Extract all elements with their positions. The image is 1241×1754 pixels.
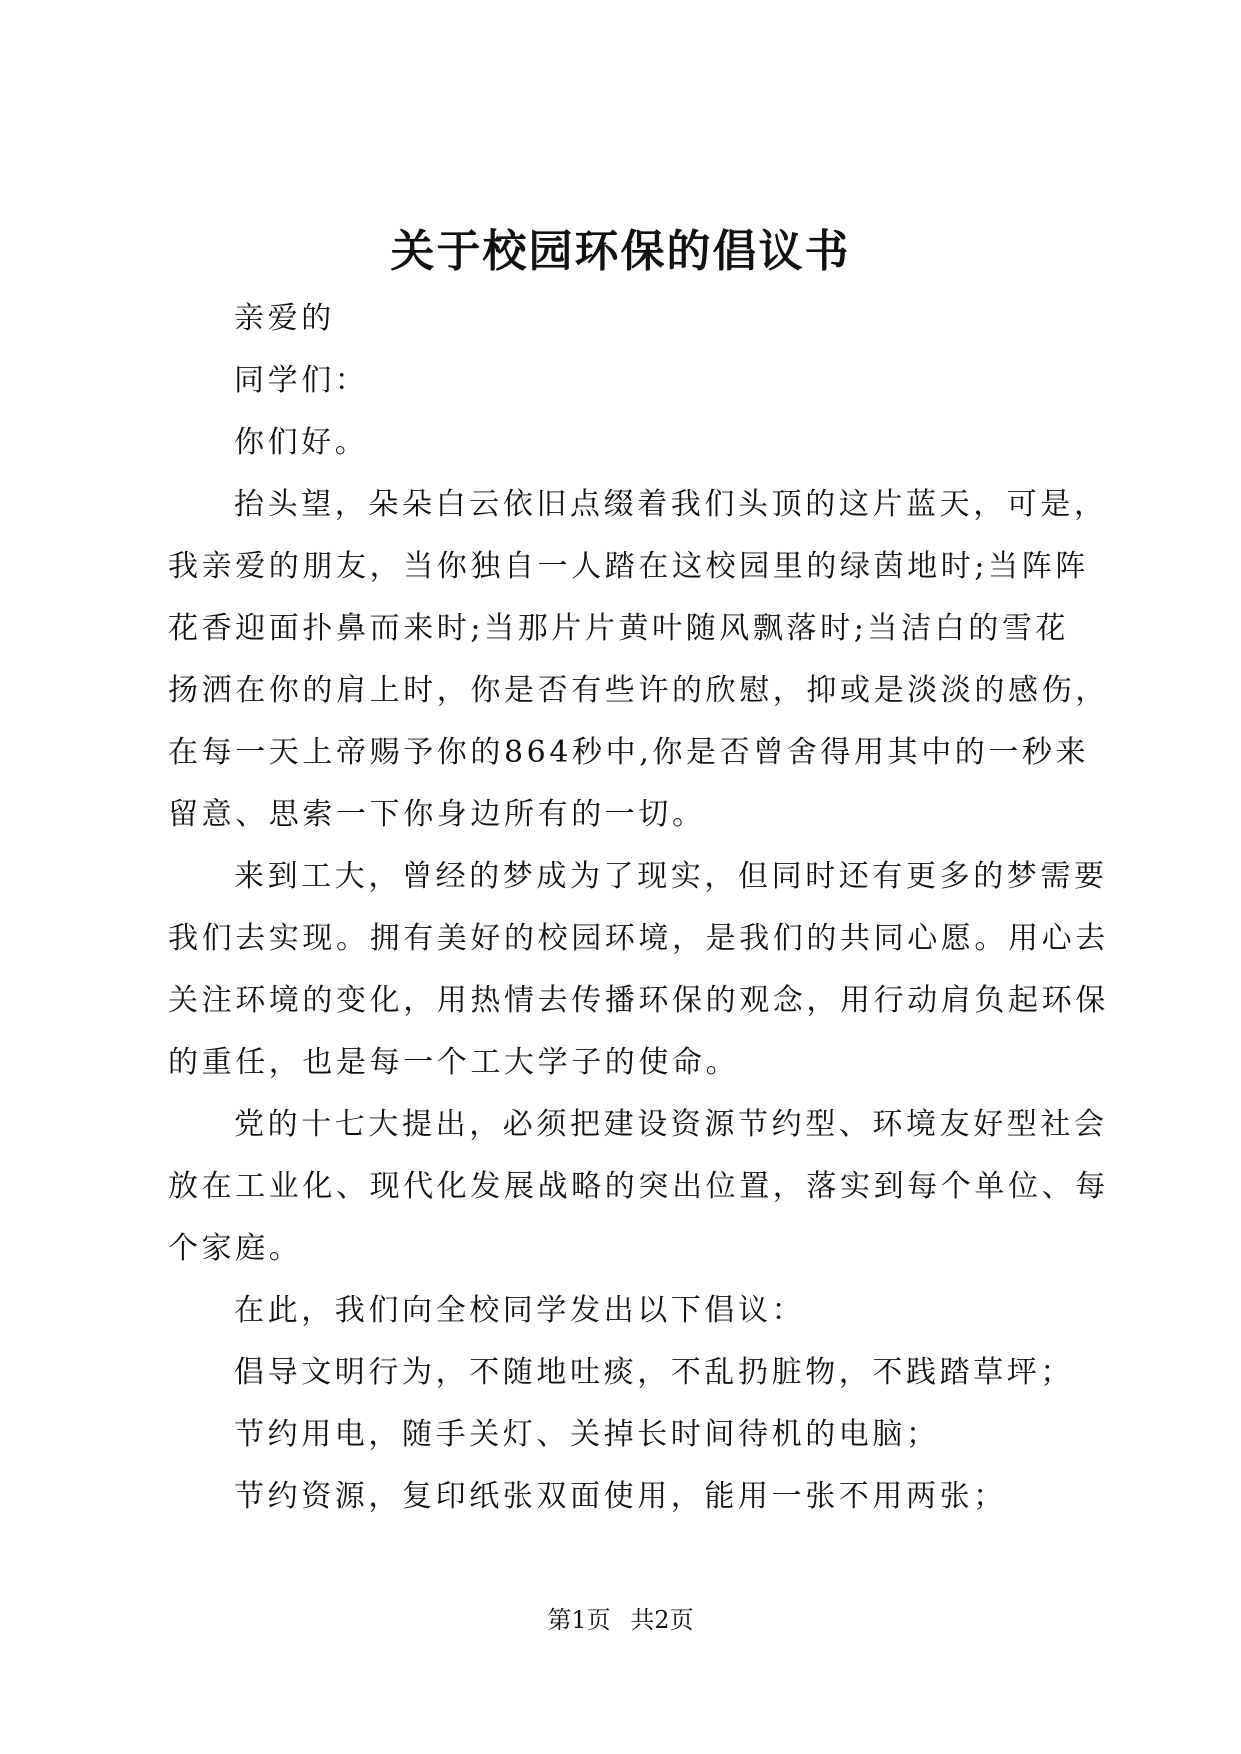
total-page-count: 共2页	[630, 1606, 694, 1634]
paragraph-1-line: 抬头望，朵朵白云依旧点缀着我们头顶的这片蓝天，可是，	[234, 487, 1108, 522]
paragraph-2-line: 我们去实现。拥有美好的校园环境，是我们的共同心愿。用心去	[168, 921, 1109, 956]
proposal-intro-line: 在此，我们向全校同学发出以下倡议：	[234, 1293, 806, 1328]
paragraph-2-line: 关注环境的变化，用热情去传播环保的观念，用行动肩负起环保	[168, 983, 1109, 1018]
document-title: 关于校园环保的倡议书	[390, 226, 851, 277]
page-footer	[0, 1604, 1241, 1636]
paragraph-3-line: 个家庭。	[168, 1231, 303, 1266]
paragraph-2-line: 的重任，也是每一个工大学子的使命。	[168, 1045, 740, 1080]
paragraph-3-line: 党的十七大提出，必须把建设资源节约型、环境友好型社会	[234, 1107, 1108, 1142]
current-page-number: 第1页	[547, 1606, 611, 1634]
paragraph-2-line: 来到工大，曾经的梦成为了现实，但同时还有更多的梦需要	[234, 859, 1108, 894]
greeting-line: 你们好。	[234, 425, 369, 460]
proposal-item: 节约资源，复印纸张双面使用，能用一张不用两张；	[234, 1479, 1007, 1514]
proposal-item: 倡导文明行为，不随地吐痰，不乱扔脏物，不践踏草坪；	[234, 1355, 1074, 1390]
paragraph-3-line: 放在工业化、现代化发展战略的突出位置，落实到每个单位、每	[168, 1169, 1109, 1204]
paragraph-1-line: 我亲爱的朋友，当你独自一人踏在这校园里的绿茵地时;当阵阵	[168, 549, 1089, 584]
proposal-item: 节约用电，随手关灯、关掉长时间待机的电脑；	[234, 1417, 940, 1452]
salutation-line: 同学们：	[234, 363, 369, 398]
paragraph-1-line: 留意、思索一下你身边所有的一切。	[168, 797, 706, 832]
salutation-line: 亲爱的	[234, 301, 335, 336]
paragraph-1-line: 花香迎面扑鼻而来时;当那片片黄叶随风飘落时;当洁白的雪花	[168, 611, 1070, 646]
paragraph-1-line: 扬洒在你的肩上时，你是否有些许的欣慰，抑或是淡淡的感伤，	[168, 673, 1109, 708]
paragraph-1-line: 在每一天上帝赐予你的864秒中,你是否曾舍得用其中的一秒来	[168, 735, 1090, 770]
document-body	[168, 288, 1109, 1528]
